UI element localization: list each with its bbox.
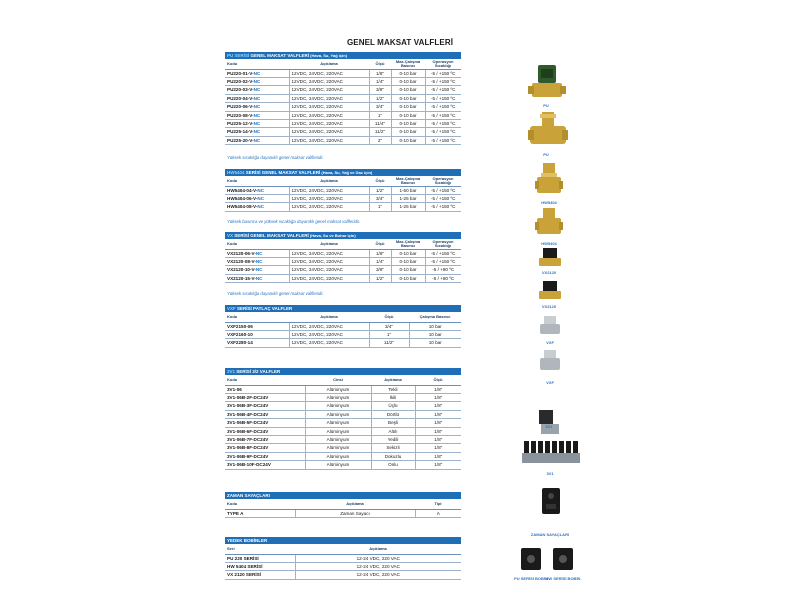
hw5404-section-header: HW5404 SERİSİ GENEL MAKSAT VALFLERİ (Hava, Su, Yağ ve Gaz için) (225, 169, 461, 176)
size-cell: 1/2" (369, 186, 391, 194)
product-code-cell: 3V1-06B-2F-DC24V (225, 393, 305, 401)
description-cell: Altılı (371, 427, 415, 435)
vx-series-section (225, 232, 461, 283)
vx2120-image-label: VX2120 (541, 270, 557, 275)
product-code: VXF2150-06 (227, 323, 253, 329)
temp-cell: -5 / +150 ºC (425, 128, 461, 136)
page-title: GENEL MAKSAT VALFLERİ (346, 38, 454, 47)
desc-cell: 12VDC, 24VDC, 220VAC (289, 128, 369, 136)
product-code-cell (225, 111, 289, 119)
product-code-cell (225, 266, 289, 274)
product-code-cell (225, 249, 289, 257)
pu-series-section (225, 52, 461, 145)
description-cell: Yedili (371, 435, 415, 443)
description-cell: 12-24 VDC, 220 VAC (295, 554, 461, 562)
product-code-cell (225, 186, 289, 194)
vx2120-image-label-2: VX2120 (541, 304, 557, 309)
3v1-series-section (225, 368, 461, 470)
temp-cell: -5 / +80 ºC (425, 266, 461, 274)
coils-table (225, 544, 461, 580)
material-cell: Alüminyum (305, 444, 371, 452)
product-code-cell: 3V1-06B-4F-DC24V (225, 410, 305, 418)
table-row (225, 103, 461, 111)
table-row (225, 562, 461, 570)
pressure-cell: 0-10 bar (391, 249, 425, 257)
column-header: Çalışma Basıncı (409, 312, 461, 322)
desc-cell: 12VDC, 24VDC, 220VAC (289, 111, 369, 119)
temp-cell: -5 / +150 ºC (425, 203, 461, 211)
desc-cell: 12VDC, 24VDC, 220VAC (289, 86, 369, 94)
pressure-cell: 0-10 bar (391, 103, 425, 111)
size-cell: 11/4" (369, 119, 391, 127)
product-code-cell: 3V1-06B-10F-DC24V (225, 461, 305, 469)
product-code: HW5404-06-V- (227, 195, 258, 201)
vxf-series-table (225, 312, 461, 348)
pressure-cell: 0-10 bar (391, 274, 425, 282)
desc-cell: 12VDC, 24VDC, 220VAC (289, 77, 369, 85)
hw5404-series-section (225, 169, 461, 212)
product-code-cell (225, 203, 289, 211)
pressure-cell: 0-10 bar (391, 119, 425, 127)
product-code-cell (225, 94, 289, 102)
product-code-cell: 3V1-06B-3F-DC24V (225, 402, 305, 410)
table-row (225, 571, 461, 579)
nc-suffix: NC (253, 120, 261, 126)
3v1-series-table (225, 375, 461, 470)
desc-cell: 12VDC, 24VDC, 220VAC (289, 194, 369, 202)
pu-series-table (225, 59, 461, 145)
pressure-cell: 10 bar (409, 339, 461, 347)
temp-cell: -5 / +150 ºC (425, 194, 461, 202)
table-row (225, 136, 461, 144)
hw5404-valve-image-2 (535, 208, 563, 238)
product-code-cell (225, 86, 289, 94)
vx2120-valve-image-2 (537, 281, 563, 301)
size-cell: 1/2" (369, 94, 391, 102)
pressure-cell: 0-10 bar (391, 257, 425, 265)
product-code-cell (225, 128, 289, 136)
coils-section (225, 537, 461, 580)
size-cell: 3/8" (369, 86, 391, 94)
size-cell: 1/8" (415, 385, 461, 393)
desc-cell: 12VDC, 24VDC, 220VAC (289, 103, 369, 111)
desc-cell: 12VDC, 24VDC, 220VAC (289, 203, 369, 211)
product-code-cell (225, 257, 289, 265)
3v1-manifold-image (522, 437, 580, 467)
table-row (225, 186, 461, 194)
size-cell: 3/4" (369, 322, 409, 330)
hw5404-note: Yüksek basınca ve yüksek sıcaklığa dayanıklı genel maksat valfleridir. (227, 219, 361, 224)
column-header: Açıklama (289, 176, 369, 186)
column-header: Tipi (415, 499, 461, 509)
temp-cell: -5 / +150 ºC (425, 119, 461, 127)
column-header: Max.Çalışma Basıncı (391, 59, 425, 69)
pu-image-label-2: PU (543, 152, 549, 157)
vxf-image-label: VXF (546, 340, 554, 345)
column-header: Cinsi (305, 375, 371, 385)
size-cell: 1/4" (369, 257, 391, 265)
desc-cell: 12VDC, 24VDC, 220VAC (289, 94, 369, 102)
material-cell: Alüminyum (305, 393, 371, 401)
vxf-series-section (225, 305, 461, 348)
size-cell: 1/8" (369, 249, 391, 257)
table-row (225, 203, 461, 211)
product-code: PU225-20-V- (227, 137, 254, 143)
vxf-valve-image (538, 316, 562, 336)
vxf-image-label-2: VXF (546, 380, 554, 385)
nc-suffix: NC (257, 204, 265, 210)
column-header: Operasyon Sıcaklığı (425, 176, 461, 186)
size-cell: 1/8" (415, 435, 461, 443)
column-header: Max.Çalışma Basıncı (391, 239, 425, 249)
column-header: Operasyon Sıcaklığı (425, 59, 461, 69)
column-header: Ölçü (369, 239, 391, 249)
vx-section-header: VX SERİSİ GENEL MAKSAT VALFLERİ (Hava, Su ve Buhar için) (225, 232, 461, 239)
temp-cell: -5 / +150 ºC (425, 77, 461, 85)
pressure-cell: 1-25 bar (391, 194, 425, 202)
column-header: Ölçü (369, 312, 409, 322)
vx2120-valve-image (537, 248, 563, 268)
material-cell: Alüminyum (305, 402, 371, 410)
3v1-valve-image (535, 410, 563, 436)
pressure-cell: 0-10 bar (391, 128, 425, 136)
table-row (225, 435, 461, 443)
column-header: Açıklama (289, 59, 369, 69)
product-code: VXF2280-14 (227, 340, 253, 346)
coils-section-header: YEDEK BOBİNLER (225, 537, 461, 544)
nc-suffix: NC (253, 78, 261, 84)
column-header: Açıklama (371, 375, 415, 385)
column-header: Operasyon Sıcaklığı (425, 239, 461, 249)
vx-series-table (225, 239, 461, 283)
column-header: Kodu (225, 312, 289, 322)
nc-suffix: NC (253, 137, 261, 143)
product-code-cell: 3V1-06B-7F-DC24V (225, 435, 305, 443)
size-cell: 1" (369, 203, 391, 211)
description-cell: Dokuzlu (371, 452, 415, 460)
product-code: PU220-02-V- (227, 78, 254, 84)
nc-suffix: NC (253, 112, 261, 118)
material-cell: Alüminyum (305, 385, 371, 393)
vxf-valve-image-2 (538, 350, 562, 372)
table-row (225, 385, 461, 393)
product-code-cell: 3V1-06 (225, 385, 305, 393)
table-row (225, 266, 461, 274)
size-cell: 1" (369, 111, 391, 119)
size-cell: 2" (369, 136, 391, 144)
temp-cell: -5 / +150 ºC (425, 249, 461, 257)
description-cell: 12-24 VDC, 220 VAC (295, 571, 461, 579)
pressure-cell: 0-10 bar (391, 136, 425, 144)
nc-suffix: NC (255, 267, 263, 273)
pu-coil-image (520, 548, 542, 572)
nc-suffix: NC (253, 70, 261, 76)
hw5404-series-table (225, 176, 461, 212)
column-header: Kodu (225, 176, 289, 186)
series-cell: HW 5404 SERİSİ (225, 562, 295, 570)
nc-suffix: NC (253, 95, 261, 101)
product-code-cell: 3V1-06B-5F-DC24V (225, 419, 305, 427)
material-cell: Alüminyum (305, 427, 371, 435)
pu-note: Yüksek sıcaklığa dayanıklı genel maksat valfleridir. (227, 155, 324, 160)
product-code: HW5404-08-V- (227, 204, 258, 210)
product-code: PU220-03-V- (227, 87, 254, 93)
nc-suffix: NC (257, 187, 265, 193)
material-cell: Alüminyum (305, 435, 371, 443)
temp-cell: -5 / +150 ºC (425, 94, 461, 102)
pressure-cell: 1-50 bar (391, 186, 425, 194)
nc-suffix: NC (253, 129, 261, 135)
material-cell: Alüminyum (305, 461, 371, 469)
column-header: Açıklama (289, 312, 369, 322)
column-header: Kodu (225, 239, 289, 249)
material-cell: Alüminyum (305, 419, 371, 427)
size-cell: 1/8" (415, 452, 461, 460)
timer-table (225, 499, 461, 518)
product-code-cell (225, 136, 289, 144)
product-code: VX2120-10-V- (227, 267, 256, 273)
temp-cell: -5 / +150 ºC (425, 257, 461, 265)
desc-cell: 12VDC, 24VDC, 220VAC (289, 274, 369, 282)
product-code-cell (225, 330, 289, 338)
nc-suffix: NC (253, 87, 261, 93)
pressure-cell: 0-10 bar (391, 266, 425, 274)
material-cell: Alüminyum (305, 452, 371, 460)
product-code: PU220-01-V- (227, 70, 254, 76)
size-cell: 1/8" (415, 393, 461, 401)
table-row (225, 111, 461, 119)
product-code-cell (225, 322, 289, 330)
product-code-cell (225, 77, 289, 85)
product-code-cell (225, 194, 289, 202)
column-header: Açıklama (295, 544, 461, 554)
product-code: PU225-12-V- (227, 120, 254, 126)
temp-cell: -5 / +150 ºC (425, 186, 461, 194)
temp-cell: -5 / +150 ºC (425, 69, 461, 77)
table-row (225, 330, 461, 338)
product-code-cell (225, 339, 289, 347)
size-cell: 1/8" (415, 461, 461, 469)
product-code: VX2120-08-V- (227, 258, 256, 264)
table-row (225, 461, 461, 469)
size-cell: 1" (369, 330, 409, 338)
column-header: Ölçü (369, 176, 391, 186)
pu-section-header: PU SERİSİ GENEL MAKSAT VALFLERİ (Hava, Su, Yağ için) (225, 52, 461, 59)
size-cell: 11/2" (369, 128, 391, 136)
desc-cell: 12VDC, 24VDC, 220VAC (289, 322, 369, 330)
column-header: Kodu (225, 375, 305, 385)
table-row (225, 554, 461, 562)
temp-cell: -5 / +150 ºC (425, 86, 461, 94)
column-header: Seri (225, 544, 295, 554)
pressure-cell: 10 bar (409, 330, 461, 338)
desc-cell: 12VDC, 24VDC, 220VAC (289, 339, 369, 347)
table-row (225, 402, 461, 410)
product-code: PU220-08-V- (227, 112, 254, 118)
description-cell: Üçlü (371, 402, 415, 410)
description-cell: Beşli (371, 419, 415, 427)
column-header: Açıklama (289, 239, 369, 249)
table-row (225, 257, 461, 265)
nc-suffix: NC (255, 258, 263, 264)
hw-coil-label: HW SERİSİ BOBİN (545, 576, 581, 581)
size-cell: 1/8" (415, 444, 461, 452)
vxf-section-header: VXF SERİSİ PATLAÇ VALFLER (225, 305, 461, 312)
description-cell: 12-24 VDC, 220 VAC (295, 562, 461, 570)
desc-cell: 12VDC, 24VDC, 220VAC (289, 186, 369, 194)
table-row (225, 249, 461, 257)
table-row (225, 77, 461, 85)
desc-cell: 12VDC, 24VDC, 220VAC (289, 136, 369, 144)
column-header: Kodu (225, 499, 295, 509)
table-row (225, 128, 461, 136)
material-cell: Alüminyum (305, 410, 371, 418)
product-code: VXF2160-10 (227, 331, 253, 337)
desc-cell: 12VDC, 24VDC, 220VAC (289, 257, 369, 265)
table-row (225, 94, 461, 102)
3v1-manifold-label: 3V1 (546, 471, 554, 476)
table-row (225, 410, 461, 418)
size-cell: 3/4" (369, 194, 391, 202)
product-code-cell: 3V1-06B-8F-DC24V (225, 444, 305, 452)
size-cell: 1/8" (415, 419, 461, 427)
pressure-cell: 1-25 bar (391, 203, 425, 211)
type-cell: A (415, 509, 461, 517)
product-code: VX2120-06-V- (227, 250, 256, 256)
product-code: PU225-14-V- (227, 129, 254, 135)
size-cell: 1/8" (415, 402, 461, 410)
column-header: Ölçü (415, 375, 461, 385)
description-cell: Tekli (371, 385, 415, 393)
table-row (225, 69, 461, 77)
desc-cell: 12VDC, 24VDC, 220VAC (289, 330, 369, 338)
pressure-cell: 10 bar (409, 322, 461, 330)
size-cell: 11/2" (369, 339, 409, 347)
size-cell: 3/8" (369, 266, 391, 274)
desc-cell: 12VDC, 24VDC, 220VAC (289, 119, 369, 127)
size-cell: 1/8" (415, 410, 461, 418)
size-cell: 1/4" (369, 77, 391, 85)
pressure-cell: 0-10 bar (391, 69, 425, 77)
table-row (225, 509, 461, 517)
description-cell: Dörtlü (371, 410, 415, 418)
table-row (225, 419, 461, 427)
3v1-image-label: 3V1 (545, 424, 553, 429)
table-row (225, 274, 461, 282)
hw-coil-image (552, 548, 574, 572)
table-row (225, 444, 461, 452)
size-cell: 1/8" (415, 427, 461, 435)
timer-image-label: ZAMAN SAYAÇLARI (530, 532, 570, 537)
column-header: Kodu (225, 59, 289, 69)
description-cell: İkili (371, 393, 415, 401)
pressure-cell: 0-10 bar (391, 111, 425, 119)
table-row (225, 393, 461, 401)
desc-cell: 12VDC, 24VDC, 220VAC (289, 69, 369, 77)
pressure-cell: 0-10 bar (391, 77, 425, 85)
pu-valve-image (528, 63, 568, 101)
pu-coil-label: PU SERİSİ BOBİN (514, 576, 548, 581)
timer-section-header: ZAMAN SAYAÇLARI (225, 492, 461, 499)
timer-section (225, 492, 461, 518)
nc-suffix: NC (255, 275, 263, 281)
timer-image (540, 488, 562, 516)
column-header: Max.Çalışma Basıncı (391, 176, 425, 186)
product-code: PU220-06-V- (227, 104, 254, 110)
description-cell: Sekizli (371, 444, 415, 452)
nc-suffix: NC (255, 250, 263, 256)
pressure-cell: 0-10 bar (391, 94, 425, 102)
size-cell: 1/2" (369, 274, 391, 282)
temp-cell: -5 / +150 ºC (425, 111, 461, 119)
pu-valve-image-2 (528, 112, 568, 148)
column-header: Açıklama (295, 499, 415, 509)
table-row (225, 194, 461, 202)
product-code-cell (225, 69, 289, 77)
hw5404-image-label-2: HW5404 (541, 241, 557, 246)
size-cell: 1/8" (369, 69, 391, 77)
desc-cell: 12VDC, 24VDC, 220VAC (289, 249, 369, 257)
product-code-cell: 3V1-06B-6F-DC24V (225, 427, 305, 435)
table-row (225, 86, 461, 94)
hw5404-image-label: HW5404 (541, 200, 557, 205)
hw5404-valve-image (535, 163, 563, 197)
table-row (225, 452, 461, 460)
table-row (225, 427, 461, 435)
table-row (225, 119, 461, 127)
desc-cell: 12VDC, 24VDC, 220VAC (289, 266, 369, 274)
description-cell: Zaman Sayacı (295, 509, 415, 517)
temp-cell: -5 / +80 ºC (425, 274, 461, 282)
nc-suffix: NC (253, 104, 261, 110)
product-code-cell (225, 103, 289, 111)
3v1-section-header: 3V1 SERİSİ 3/2 VALFLER (225, 368, 461, 375)
series-cell: PU 220 SERİSİ (225, 554, 295, 562)
product-code-cell: 3V1-06B-9F-DC24V (225, 452, 305, 460)
pu-image-label: PU (543, 103, 549, 108)
table-row (225, 322, 461, 330)
series-cell: VX 2120 SERİSİ (225, 571, 295, 579)
column-header: Ölçü (369, 59, 391, 69)
product-code: PU220-04-V- (227, 95, 254, 101)
pressure-cell: 0-10 bar (391, 86, 425, 94)
product-code: HW5404-04-V- (227, 187, 258, 193)
product-code: VX2120-15-V- (227, 275, 256, 281)
product-code-cell: TYPE A (225, 509, 295, 517)
temp-cell: -5 / +150 ºC (425, 103, 461, 111)
nc-suffix: NC (257, 195, 265, 201)
table-row (225, 339, 461, 347)
vx-note: Yüksek sıcaklığa dayanıklı genel maksat valfleridir. (227, 291, 324, 296)
product-code-cell (225, 274, 289, 282)
product-code-cell (225, 119, 289, 127)
description-cell: Onlu (371, 461, 415, 469)
size-cell: 3/4" (369, 103, 391, 111)
temp-cell: -5 / +150 ºC (425, 136, 461, 144)
